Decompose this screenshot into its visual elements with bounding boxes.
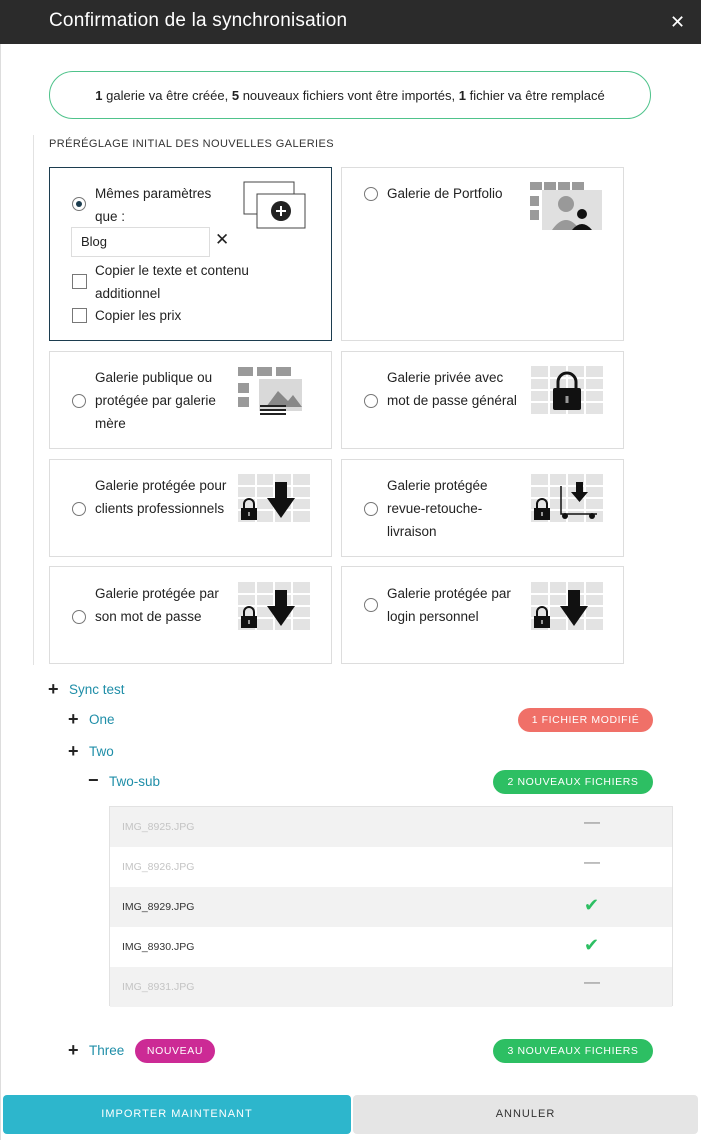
tree-item-two[interactable]: Two (89, 744, 114, 759)
preset-card-login[interactable] (341, 566, 624, 664)
summary-gallery-count: 1 (95, 88, 103, 103)
file-row (110, 927, 672, 967)
summary-new-files-count: 5 (231, 88, 240, 103)
file-list (109, 806, 673, 1006)
password-download-icon (238, 582, 310, 632)
file-name: IMG_8931.JPG (122, 981, 195, 993)
new-gallery-badge: NOUVEAU (135, 1039, 215, 1063)
new-files-badge: 2 NOUVEAUX FICHIERS (493, 770, 653, 794)
preset-card-private[interactable] (341, 351, 624, 449)
source-gallery-input[interactable]: Blog (71, 227, 210, 257)
private-lock-icon (531, 366, 603, 416)
file-name: IMG_8926.JPG (122, 861, 195, 873)
file-name: IMG_8930.JPG (122, 941, 195, 953)
modified-badge: 1 FICHIER MODIFIÉ (518, 708, 653, 732)
dialog-border (0, 44, 1, 1140)
file-name: IMG_8929.JPG (122, 901, 195, 913)
radio-public[interactable] (72, 394, 86, 408)
tree-item-two-sub[interactable]: Two-sub (109, 774, 161, 789)
copy-text-checkbox[interactable] (72, 274, 87, 289)
expand-icon[interactable]: + (68, 709, 79, 729)
new-files-badge: 3 NOUVEAUX FICHIERS (493, 1039, 653, 1063)
copy-prices-checkbox[interactable] (72, 308, 87, 323)
file-row (110, 807, 672, 847)
unchanged-icon: — (584, 854, 600, 871)
add-gallery-icon (243, 181, 308, 231)
preset-card-pro[interactable] (49, 459, 332, 557)
check-icon: ✔ (584, 935, 600, 955)
public-label: Galerie publique ou protégée par galerie mère (95, 370, 216, 431)
import-now-button[interactable]: IMPORTER MAINTENANT (3, 1095, 351, 1134)
radio-pro[interactable] (72, 502, 86, 516)
summary-new-files-text: nouveaux fichiers vont être importés, (239, 88, 459, 103)
close-icon[interactable]: ✕ (670, 12, 686, 32)
preset-section-label: PRÉRÉGLAGE INITIAL DES NOUVELLES GALERIES (49, 138, 334, 150)
public-gallery-icon (238, 367, 304, 417)
tree-item-one[interactable]: One (89, 712, 115, 727)
same-settings-label: Mêmes paramètres que : (95, 186, 212, 224)
preset-card-public[interactable] (49, 351, 332, 449)
collapse-icon[interactable]: − (88, 770, 99, 790)
dialog-title-bar (0, 0, 701, 44)
expand-icon[interactable]: + (68, 1040, 79, 1060)
preset-card-same-settings[interactable] (49, 167, 332, 341)
cancel-button[interactable]: ANNULER (353, 1095, 698, 1134)
portfolio-label: Galerie de Portfolio (387, 186, 503, 201)
radio-review[interactable] (364, 502, 378, 516)
tree-item-three[interactable]: Three (89, 1043, 125, 1058)
expand-icon[interactable]: + (48, 679, 59, 699)
clear-icon[interactable]: ✕ (215, 230, 230, 249)
private-label: Galerie privée avec mot de passe général (387, 370, 517, 408)
pro-label: Galerie protégée pour clients professionnels (95, 478, 227, 516)
unchanged-icon: — (584, 974, 600, 991)
file-name: IMG_8925.JPG (122, 821, 195, 833)
radio-portfolio[interactable] (364, 187, 378, 201)
portfolio-icon (530, 182, 602, 232)
password-label: Galerie protégée par son mot de passe (95, 586, 219, 624)
tree-item-sync-test[interactable]: Sync test (69, 682, 125, 697)
file-row (110, 967, 672, 1007)
copy-prices-label: Copier les prix (95, 308, 182, 323)
pro-download-icon (238, 474, 310, 524)
radio-password[interactable] (72, 610, 86, 624)
unchanged-icon: — (584, 814, 600, 831)
section-divider (33, 135, 34, 665)
sync-summary (49, 71, 651, 119)
review-cart-icon (531, 474, 603, 524)
radio-login[interactable] (364, 598, 378, 612)
preset-card-password[interactable] (49, 566, 332, 664)
login-label: Galerie protégée par login personnel (387, 586, 511, 624)
expand-icon[interactable]: + (68, 741, 79, 761)
login-download-icon (531, 582, 603, 632)
check-icon: ✔ (584, 895, 600, 915)
preset-card-review[interactable] (341, 459, 624, 557)
summary-gallery-text: galerie va être créée, (102, 88, 232, 103)
review-label: Galerie protégée revue-retouche-livraison (387, 478, 488, 539)
copy-text-label: Copier le texte et contenu additionnel (95, 263, 249, 301)
radio-private[interactable] (364, 394, 378, 408)
summary-replaced-text: fichier va être remplacé (466, 88, 605, 103)
file-row (110, 847, 672, 887)
summary-replaced-count: 1 (458, 88, 466, 103)
preset-card-portfolio[interactable] (341, 167, 624, 341)
file-row (110, 887, 672, 927)
dialog-title: Confirmation de la synchronisation (49, 10, 348, 31)
radio-same-settings[interactable] (72, 197, 86, 211)
